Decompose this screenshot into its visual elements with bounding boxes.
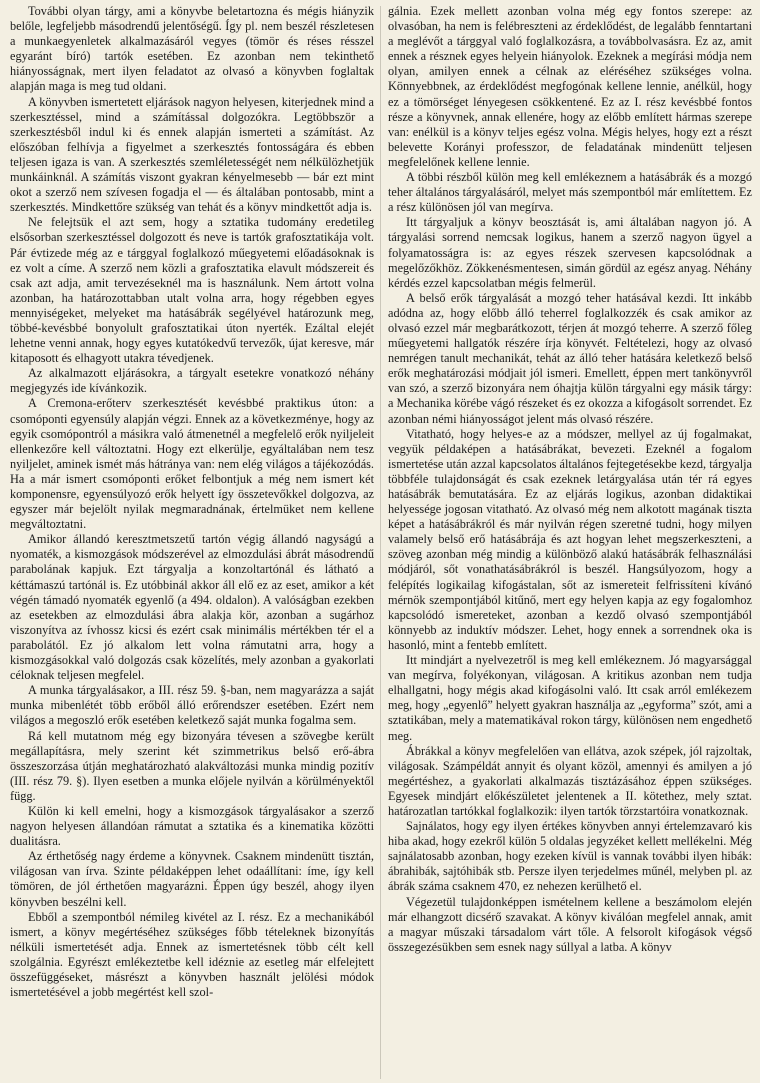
paragraph: Ebből a szempontból némileg kivétel az I. rész. Ez a mechanikából ismert, a könyv megértéséhez szükséges főbb tételeknek bizonyítás nélküli ismertetését adja. Ennek az ismertetésnek több célt kell szolgálnia. Egyrészt emlékeztetbe kell idéznie az esetleg már elfelejtett összefüggéseket, másrészt a könyvben használt jelölési módok ismertetésével a jobb megértést kell szol- (10, 909, 374, 1000)
paragraph: A munka tárgyalásakor, a III. rész 59. §-ban, nem magyarázza a saját munka mibenlétét több erőből álló erőrendszer esetében. Ezért nem világos a megoszló erők esetében keletkező saját munka fogalma sem. (10, 683, 374, 728)
paragraph: Itt tárgyaljuk a könyv beosztását is, ami általában nagyon jó. A tárgyalási sorrend nemcsak logikus, hanem a szerző nagyon ügyel a folyamatosságra is: az egyes részek szervesen kapcsolódnak a megelőzőkhöz. Zökkenésmentesen, simán gördül az egész anyag. Néhány kérdés ezzel kapcsolatban mégis felmerül. (388, 215, 752, 290)
left-column (10, 4, 374, 1083)
paragraph: Az alkalmazott eljárásokra, a tárgyalt esetekre vonatkozó néhány megjegyzés ide kívánkozik. (10, 366, 374, 396)
paragraph: Itt mindjárt a nyelvezetről is meg kell emlékeznem. Jó magyarsággal van megírva, folyékonyan, világosan. A kritikus azonban nem tudja elhallgatni, hogy mégis akad kifogásolni való. Itt csak arról emlékezem meg, hogy „egyenlő” helyett gyakran használja az „egyforma” szót, ami a sztatikában, mely a matematikával rokon tárgy, különösen nem engedhető meg. (388, 653, 752, 743)
paragraph: Vitatható, hogy helyes-e az a módszer, mellyel az új fogalmakat, vegyük példaképen a hatásábrákat, bevezeti. Ezeknél a fogalom ismertetése után azzal kapcsolatos általános fejtegetésekbe kezd, tárgyalja többféle tulajdonságát és csak ezeknek letárgyalása után tér rá egyes hatásábrák bemutatására. Ez az eljárás logikus, azonban didaktikai helyessége jogosan vitatható. Az olvasó még nem alkotott magának tiszta képet a hatásábrákról és már nyilván régen szeretné tudni, hogy milyen valamely belső erő hatásábrája és azt hogyan lehet megszerkeszteni, a szöveg azonban még mindig a különböző alakú hatásábrák felhasználási módjáról, sőt vonathatásábrákról is beszél. Hangsúlyozom, hogy a felépítés logikailag kifogástalan, sőt az ismereteit felfrissíteni kívánó mérnök szempontjából kitűnő, mert egy helyen kapja az egy fogalomhoz kapcsolódó ismereteket, azonban a kezdő olvasó szempontjából könnyebb az induktív módszer. Lehet, hogy ennek a sorrendnek oka is hasonló, mint a fentebb említett. (388, 426, 752, 652)
paragraph: A könyvben ismertetett eljárások nagyon helyesen, kiterjednek mind a szerkesztéssel, mind a számítással dolgozókra. Legtöbbször a szerkesztésből indul ki és ennek alapján ismerteti a számítást. Az előszóban felhívja a figyelmet a szerkesztés fontosságára és ebben teljesen igaza is van. A szerkesztés szemléletességét nem nélkülözhetjük munkáinknál. A számítás viszont gyakran kényelmesebb — bár ezt mint okot a szerző nem szívesen fogadja el — és általában pontosabb, mint a szerkesztés. Mindkettőre szükség van tehát és a könyv mindkettőt adja is. (10, 94, 374, 215)
right-column (388, 4, 752, 1083)
paragraph: A többi részből külön meg kell emlékeznem a hatásábrák és a mozgó teher általános tárgyalásáról, melyet más szempontból már említettem. Ez a rész különösen jól van megírva. (388, 170, 752, 215)
paragraph: Amikor állandó keresztmetszetű tartón végig állandó nagyságú a nyomaték, a kismozgások módszerével az elmozdulási ábrát másodrendű parabolának kapjuk. Ezt tárgyalja a konzoltartónál és látható a kéttámaszú tartónál is. Ez utóbbinál akkor áll elő ez az eset, amikor a két végén támadó nyomaték egyenlő (a 494. oldalon). A valóságban ezekben az esetekben az elmozdulási ábra alakja kör, azonban a sugárhoz viszonyítva az ívhossz kicsi és ezért csak minimális mértékben tér el a parabolától. Ez jó alkalom lett volna rámutatni arra, hogy a kismozgásokkal való dolgozás csak közelítés, mely azonban a gyakorlati céloknak teljesen megfelel. (10, 532, 374, 683)
paragraph: A Cremona-erőterv szerkesztését kevésbbé praktikus úton: a csomóponti egyensúly alapján végzi. Ennek az a következménye, hogy az egyik csomópontról a másikra való átmenetnél a megfelelő erők nyiljeleit ellenkezőre kell változtatni. Hogy ezt elkerülje, egyáltalában nem tesz nyiljelet, aminek ismét más hátránya van: nem elég világos a tájékozódás. Ha a már ismert csomóponti erőket felbontjuk a még nem ismert két komponensre, egyensúlyozó erők helyett így összetevőkkel dolgozva, az egyszer már bejelölt nyilak megmaradnának, értelmüket nem kellene megváltoztatni. (10, 396, 374, 532)
paragraph: A belső erők tárgyalását a mozgó teher hatásával kezdi. Itt inkább adódna az, hogy előbb álló teherrel foglalkozzék és csak amikor az olvasó ezzel már megbarátkozott, térjen át mozgó teherre. A szerző főleg műegyetemi hallgatók részére írja könyvét. Feltételezi, hogy az olvasó nemrégen tanult mechanikát, tehát az álló teher hatására keletkező belső erők meghatározási módjait jól ismeri. Emellett, éppen mert tankönyvről van szó, a szerző bizonyára nem óhajtja külön tárgyalni egy másik tárgy: a Mechanika körébe vágó részeket és ez okozza a kifogásolt sorrendet. Ez azonban némi hiányosságot jelent más olvasó részére. (388, 290, 752, 426)
paragraph: Rá kell mutatnom még egy bizonyára tévesen a szövegbe került megállapításra, mely szerint két szimmetrikus belső erő-ábra összeszorzása útján meghatározható alakváltozási munka mindig pozitív (III. rész 79. §). Ilyen esetben a munka előjele nyilván a körülményektől függ. (10, 728, 374, 803)
paragraph: Ábrákkal a könyv megfelelően van ellátva, azok szépek, jól rajzoltak, világosak. Számpéldát annyit és olyant közöl, amennyi és amilyen a jó megértéshez, a gyakorlati alkalmazás tisztázásához éppen szükséges. Egyesek mindjárt előkészületet jelentenek a II. kötethez, mely sztat. határozatlan tartókkal foglalkozik: ilyen tartók törzstartóira vonatkoznak. (388, 743, 752, 818)
paragraph: Ne felejtsük el azt sem, hogy a sztatika tudomány eredetileg elsősorban szerkesztéssel dolgozott és neve is tartók grafosztatikája volt. Pár évtizede még az e tárggyal foglalkozó műegyetemi előadásoknak is ez volt a címe. A szerző nem közli a grafosztatika elavult módszereit és csak azt adja, amit tervezéseknél ma is használunk. Nem ártott volna azonban, ha határozottabban utalt volna arra, hogy régebben egyes mennyiségeket, melyeket ma hatásábrák segélyével határozunk meg, többé-kevésbbé bonyolult grafosztatikai úton nyerték. Ezáltal elejét lehetne venni annak, hogy egyes kutatókedvű tervezők, újat keresve, már kitaposott és elhagyott utakra tévedjenek. (10, 215, 374, 366)
column-divider (380, 6, 381, 1079)
paragraph: Végezetül tulajdonképpen ismételnem kellene a beszámolom elején már elhangzott dicsérő szavakat. A könyv kiválóan megfelel annak, amit a magyar műszaki társadalom várt tőle. A felsorolt kifogások végső összegezésükben sem esnek nagy súllyal a latba. A könyv (388, 894, 752, 954)
paragraph: Sajnálatos, hogy egy ilyen értékes könyvben annyi értelemzavaró kis hiba akad, hogy ezekről külön 5 oldalas jegyzéket kellett mellékelni. Még sajnálatosabb azonban, hogy ezeken kívül is vannak további ilyen hibák: ábrahibák, sajtóhibák stb. Persze ilyen terjedelmes műnél, melyben pl. az ábrák száma csaknem 470, ez nehezen kerülhető el. (388, 819, 752, 894)
paragraph: További olyan tárgy, ami a könyvbe beletartozna és mégis hiányzik belőle, legfeljebb másodrendű jelentőségű. Így pl. nem beszél részletesen a munkaegyenletek alkalmazásáról vegyes (tömör és réses résszel egyaránt bíró) tartók esetében. Ez azonban nem tekinthető hiányosságnak, mert ilyen feladatot az olvasó a könyvben foglaltak alapján maga is meg tud oldani. (10, 4, 374, 94)
paragraph: gálnia. Ezek mellett azonban volna még egy fontos szerepe: az olvasóban, ha nem is felébreszteni az érdeklődést, de legalább fenntartani a meglévőt a tárggyal való foglalkozásra, a továbbolvasásra. Ez az, amit ennek a résznek egyes helyein hiányolok. Ezeknek a megírási módja nem olyan, amilyen ennek a célnak az eléréséhez szükséges volna. Könnyebbnek, az érdeklődést megfogónak kellene lennie, anélkül, hogy ez a tömörséget lényegesen csökkentené. Ez az I. rész kevésbbé fontos része a könyvnek, annak ellenére, hogy az előbb említett hármas szerepe van: enélkül is a könyv teljes egész volna. Mégis helyes, hogy ezt a részt belevette Korányi professzor, de feladatának mindenütt teljesen megfelelőnek kellene lennie. (388, 4, 752, 169)
paragraph: Külön ki kell emelni, hogy a kismozgások tárgyalásakor a szerző nagyon helyesen állandóan rámutat a sztatika és a kinematika közötti dualitásra. (10, 803, 374, 849)
paragraph: Az érthetőség nagy érdeme a könyvnek. Csaknem mindenütt tisztán, világosan van írva. Szinte példaképpen lehet odaállítani: íme, így kell tömören, de jól érthetően magyarázni. Éppen úgy beszél, ahogy ilyen könyvben beszélni kell. (10, 849, 374, 909)
